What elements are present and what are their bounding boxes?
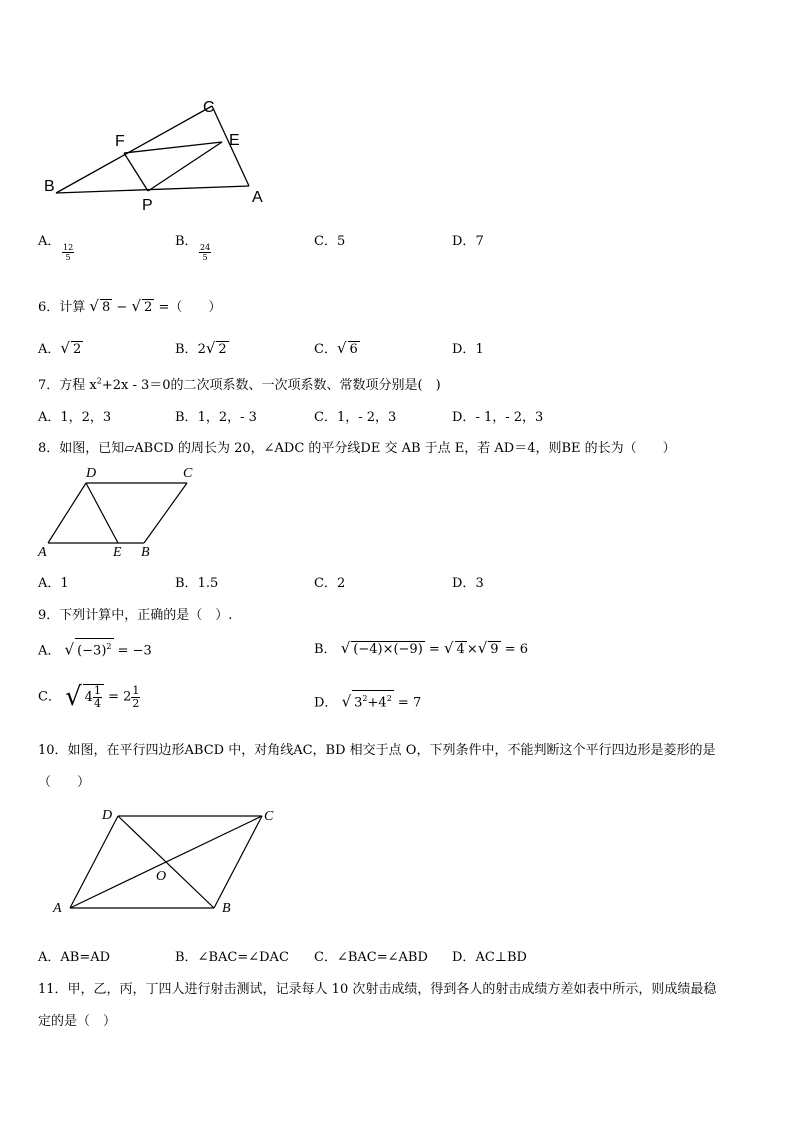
q8-option-b[interactable]: B．1.5 bbox=[175, 576, 219, 591]
q5-option-a[interactable]: A． bbox=[38, 234, 61, 249]
triangle-figure bbox=[36, 90, 276, 215]
label-o: O bbox=[156, 869, 167, 884]
q5-option-b-fraction: $\frac{24}{5}$ bbox=[200, 243, 211, 262]
q10-option-c[interactable]: C．∠BAC=∠ABD bbox=[314, 950, 428, 965]
label-f: F bbox=[115, 133, 125, 150]
q7-option-a[interactable]: A．1，2，3 bbox=[38, 410, 112, 425]
q6-stem: 6．计算 √ 8 − √ 2 =（ ） bbox=[38, 297, 222, 315]
label-d: D bbox=[102, 808, 113, 823]
segment-bc bbox=[56, 106, 212, 193]
q10-option-b[interactable]: B．∠BAC=∠DAC bbox=[175, 950, 289, 965]
label-c: C bbox=[203, 99, 215, 116]
q9-option-b[interactable]: B． √ (−4)×(−9) = √ 4 ×√ 9 = 6 bbox=[314, 639, 528, 657]
q7-option-c[interactable]: C．1，- 2，3 bbox=[314, 410, 397, 425]
q6-option-d[interactable]: D．1 bbox=[452, 342, 484, 357]
q9-option-a[interactable]: A． √ $(-3)^2 = -3$ bbox=[38, 638, 152, 658]
q10-stem-paren: （ ） bbox=[38, 775, 91, 790]
q5-option-c[interactable]: C．5 bbox=[314, 234, 346, 249]
q7-option-b[interactable]: B．1，2，- 3 bbox=[175, 410, 257, 425]
q5-option-b[interactable]: B． bbox=[175, 234, 198, 249]
q5-option-d[interactable]: D．7 bbox=[452, 234, 484, 249]
q8-option-c[interactable]: C．2 bbox=[314, 576, 346, 591]
q11-stem-line2: 定的是（ ） bbox=[38, 1014, 117, 1029]
segment-ba bbox=[56, 186, 249, 193]
q7-stem: 7．方程 $x^2+2x - 3=0$的二次项系数、一次项系数、常数项分别是( ) bbox=[38, 376, 441, 393]
label-b: B bbox=[222, 901, 231, 916]
label-b: B bbox=[44, 178, 55, 195]
label-e: E bbox=[229, 132, 240, 149]
label-d: D bbox=[86, 466, 97, 481]
parallelogram-figure-q8 bbox=[36, 460, 206, 560]
q10-option-a[interactable]: A．AB=AD bbox=[38, 950, 111, 965]
q5-option-a-fraction: $\frac{12}{5}$ bbox=[63, 243, 74, 262]
label-a: A bbox=[53, 901, 62, 916]
q8-stem: 8．如图，已知▱ABCD 的周长为 20，∠ADC 的平分线DE 交 AB 于点 E，若 AD＝4，则BE 的长为（ ） bbox=[38, 441, 676, 456]
label-c: C bbox=[183, 466, 193, 481]
label-a: A bbox=[38, 545, 47, 560]
q8-option-d[interactable]: D．3 bbox=[452, 576, 484, 591]
label-p: P bbox=[142, 197, 153, 214]
label-b: B bbox=[141, 545, 150, 560]
q6-option-a[interactable]: A．√ 2 bbox=[38, 339, 82, 357]
q6-option-c[interactable]: C．√ 6 bbox=[314, 339, 358, 357]
q9-option-d[interactable]: D． √ $3^2+4^2 = 7$ bbox=[314, 690, 421, 710]
label-a: A bbox=[252, 189, 263, 206]
q8-option-a[interactable]: A．1 bbox=[38, 576, 69, 591]
label-e: E bbox=[113, 545, 122, 560]
q11-stem: 11．甲，乙，丙，丁四人进行射击测试，记录每人 10 次射击成绩，得到各人的射击成绩方差如表中所示，则成绩最稳 bbox=[38, 982, 717, 997]
segment-fp bbox=[124, 153, 148, 191]
label-c: C bbox=[264, 809, 274, 824]
parallelogram-figure-q10 bbox=[46, 804, 286, 916]
q6-option-b[interactable]: B．2√ 2 bbox=[175, 339, 227, 357]
q7-option-d[interactable]: D．- 1，- 2，3 bbox=[452, 410, 544, 425]
q10-stem: 10．如图，在平行四边形ABCD 中，对角线AC，BD 相交于点 O，下列条件中，不能判断这个平行四边形是菱形的是 bbox=[38, 743, 716, 758]
q10-option-d[interactable]: D．AC⊥BD bbox=[452, 950, 527, 965]
q9-stem: 9．下列计算中，正确的是（ ）. bbox=[38, 608, 233, 623]
q9-option-c[interactable]: C． √ 4 $\frac{1}{4}$ = 2 $\frac{1}{2}$ bbox=[38, 682, 140, 712]
